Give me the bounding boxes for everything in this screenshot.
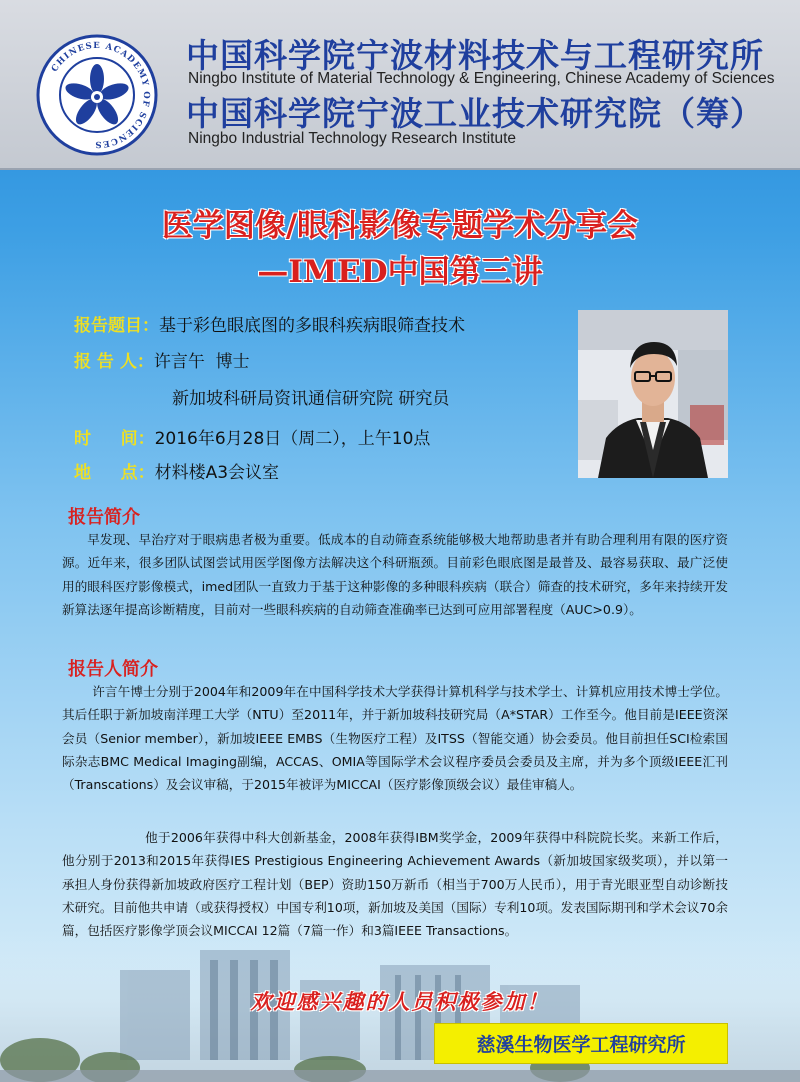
speaker-affiliation: 新加坡科研局资讯通信研究院 研究员: [172, 389, 450, 409]
bio-section-title: 报告人简介: [68, 659, 158, 680]
event-title-line1: 医学图像/眼科影像专题学术分享会: [161, 208, 639, 244]
logo-ring-text: CHINESE ACADEMY OF SCIENCES: [49, 40, 152, 150]
header-banner: [0, 0, 800, 170]
bio-paragraph-1: 许言午博士分别于2004年和2009年在中国科学技术大学获得计算机科学与技术学士、计算机应用技术博士学位。其后任职于新加坡南洋理工大学（NTU）至2011年，并于新加坡科技研究局（A*STAR）工作至今。他目前是IEEE资深会员（Senior member），新加坡IEEE EMBS（生物医疗工程）及ITSS（智能交通）协会委员。他目前担任SCI检索国际杂志BMC Medical Imaging副编，ACCAS、OMIA等国际学术会议程序委员会委员及主席，并为多个顶级IEEE汇刊（Transcations）及会议审稿，于2015年被评为MICCAI（医疗影像顶级会议）最佳审稿人。: [62, 684, 728, 793]
org1-chinese-name: 中国科学院宁波材料技术与工程研究所: [186, 36, 764, 75]
speaker-label: 报 告 人：: [74, 352, 154, 372]
time-value: 2016年6月28日（周二），上午10点: [154, 429, 431, 449]
org2-english-name: Ningbo Industrial Technology Research Institute: [188, 130, 516, 147]
intro-section-title: 报告简介: [68, 507, 140, 528]
welcome-slogan: 欢迎感兴趣的人员积极参加！: [250, 989, 550, 1014]
intro-paragraph: 早发现、早治疗对于眼病患者极为重要。低成本的自动筛查系统能够极大地帮助患者并有助合理利用有限的医疗资源。近年来，很多团队试图尝试用医学图像方法解决这个科研瓶颈。目前彩色眼底图是最普及、最容易获取、最广泛使用的眼科医疗影像模式，imed团队一直致力于基于这种影像的多种眼科疾病（联合）筛查的技术研究，多年来持续开发新算法逐年提高诊断精度，目前对一些眼科疾病的自动筛查准确率已达到可应用部署程度（AUC>0.9）。: [62, 532, 728, 617]
host-institute-name: 慈溪生物医学工程研究所: [476, 1034, 686, 1056]
topic-label: 报告题目：: [74, 316, 159, 336]
time-label: 时 间：: [74, 429, 155, 449]
cas-logo-icon: [36, 34, 158, 156]
bio-paragraph-2: 他于2006年获得中科大创新基金，2008年获得IBM奖学金，2009年获得中科院院长奖。来新工作后，他分别于2013和2015年获得IES Prestigious Engineering Achievement Awards（新加坡国家级奖项），并以第一承担人身份获得新加坡政府医疗工程计划（BEP）资助150万新币（相当于700万人民币），用于青光眼亚型自动诊断技术研究。目前他共申请（或获得授权）中国专利10项，新加坡及美国（国际）专利10项。发表国际期刊和学术会议70余: [62, 830, 728, 915]
host-institute-badge: [434, 1023, 728, 1064]
info-time-row: [74, 424, 430, 449]
info-topic-row: [74, 311, 465, 336]
event-title-line2: —IMED中国第三讲: [257, 254, 543, 290]
info-place-row: [74, 458, 279, 483]
topic-value: 基于彩色眼底图的多眼科疾病眼筛查技术: [159, 316, 465, 336]
speaker-photo: [578, 310, 728, 478]
place-label: 地 点：: [74, 463, 155, 483]
place-value: 材料楼A3会议室: [154, 463, 280, 483]
org1-english-name: Ningbo Institute of Material Technology & Engineering, Chinese Academy of Sciences: [188, 70, 775, 87]
speaker-value: 许言午 博士: [153, 352, 250, 372]
info-speaker-row: [74, 347, 250, 372]
org2-chinese-name: 中国科学院宁波工业技术研究院（筹）: [186, 94, 764, 133]
